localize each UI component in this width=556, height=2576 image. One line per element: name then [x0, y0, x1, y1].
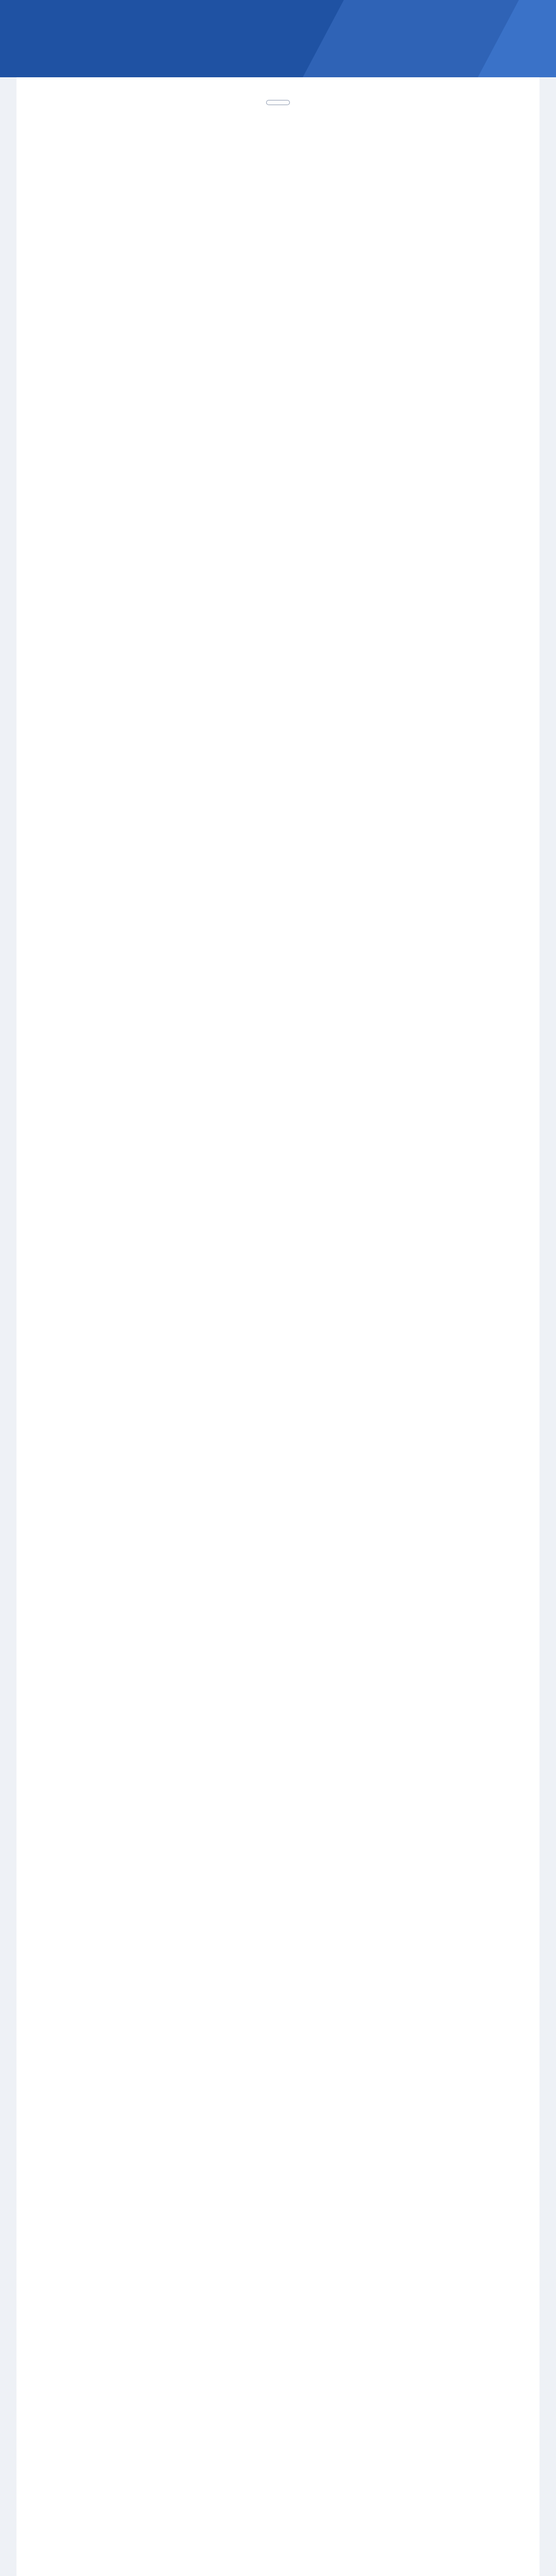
title-banner [0, 0, 556, 77]
update-note-text [266, 100, 290, 105]
schedule-sheet [16, 77, 540, 2576]
update-note [16, 98, 540, 107]
